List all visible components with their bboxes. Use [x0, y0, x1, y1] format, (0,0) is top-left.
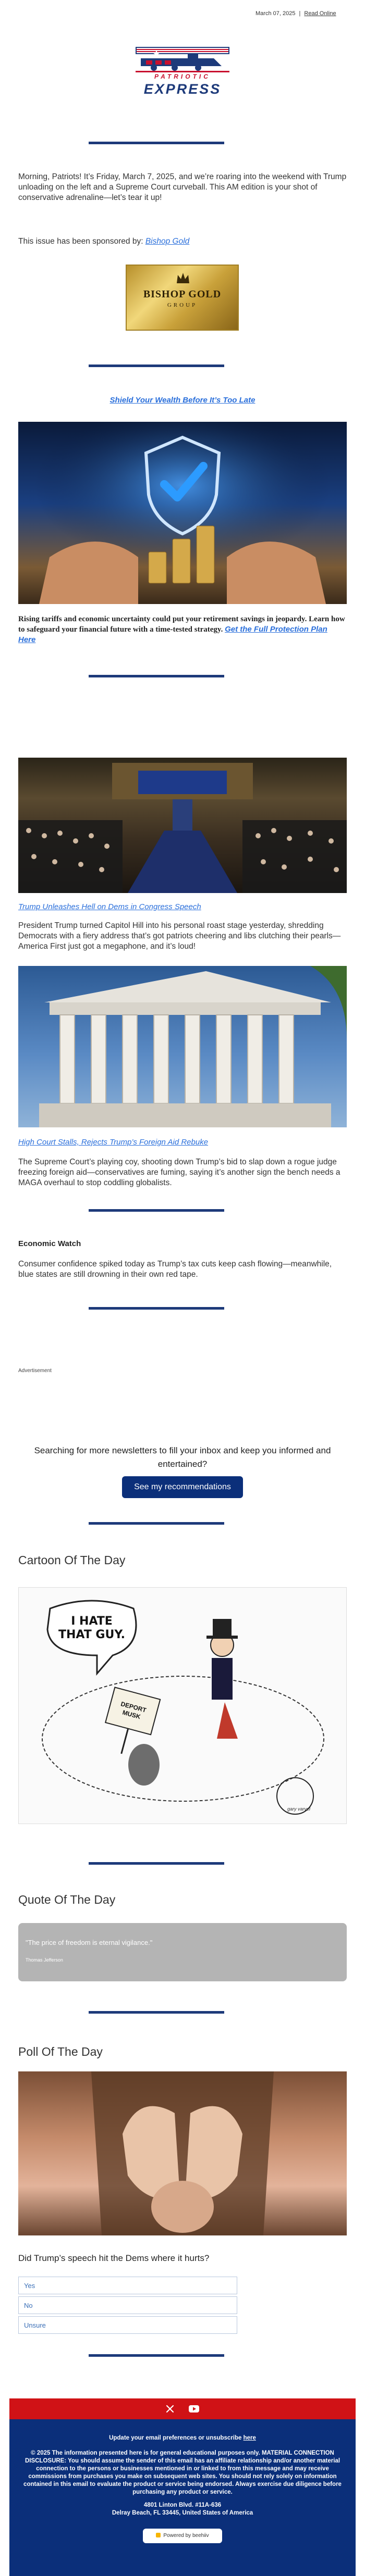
powered-by-button[interactable] — [143, 2529, 222, 2543]
section-divider — [89, 1209, 224, 1212]
section-divider — [89, 1307, 224, 1310]
sponsor-prefix: This issue has been sponsored by: — [18, 237, 145, 246]
poll-question: Did Trump’s speech hit the Dems where it hurts? — [18, 2253, 210, 2263]
economic-title: Economic Watch — [18, 1239, 81, 1248]
brand-name: EXPRESS — [143, 81, 222, 97]
footer-social-bar — [9, 2398, 356, 2419]
unsubscribe-link[interactable]: here — [243, 2435, 256, 2441]
section-divider — [89, 2011, 224, 2014]
sponsor-logo-sub: GROUP — [167, 302, 198, 308]
bishop-crown-icon — [175, 271, 191, 285]
header-separator: | — [299, 10, 301, 17]
section-divider — [89, 675, 224, 677]
footer — [9, 2398, 356, 2576]
cartoon-sign: DEPORT MUSK — [120, 1700, 148, 1721]
poll-title: Poll Of The Day — [18, 2045, 103, 2058]
footer-address-1: 4801 Linton Blvd. #11A-636 — [143, 2502, 222, 2508]
footer-legal: © 2025 The information presented here is for general educational purposes only. MATERIAL CONNECTION DISCLOSURE: You should assume the sender of this email has an affiliate relationship and/or another material connection to the persons or businesses mentioned in or linked to from this message and may receive commissions from purchases you make on subsequent web sites. You should not rely solely on information contained in this email to evaluate the product or service being endorsed. Always exercise due diligence before purchasing any product or service. — [23, 2450, 342, 2495]
beehiiv-logo-icon — [156, 2533, 161, 2537]
economic-body: Consumer confidence spiked today as Trump’s tax cuts keep cash flowing—meanwhile, blue states are still drowning in their own red tape. — [18, 1260, 332, 1279]
ad-body-text: Rising tariffs and economic uncertainty could put your retirement savings in jeopardy. Learn how to safeguard your financial future with a time-tested strategy. — [18, 615, 345, 634]
section-divider — [89, 2354, 224, 2357]
story2-image[interactable] — [18, 966, 347, 1127]
cartoon-title: Cartoon Of The Day — [18, 1553, 126, 1567]
intro-greeting: Morning, Patriots! It’s Friday, March 7, 2025, and we’re roaring into the weekend with Trump unloading on the left and a Supreme Court curveball. This AM edition is your shot of conservative adrenaline—let’s tear it up! — [18, 172, 347, 202]
poll-option-unsure[interactable]: Unsure — [18, 2316, 237, 2334]
issue-date: March 07, 2025 — [256, 10, 296, 17]
youtube-icon[interactable] — [189, 2405, 199, 2413]
sponsor-logo[interactable] — [126, 265, 239, 331]
sponsor-line — [18, 236, 347, 247]
section-divider — [89, 1522, 224, 1525]
quote-card — [18, 1923, 347, 1981]
read-online-link[interactable]: Read Online — [304, 10, 336, 17]
worried-woman-icon — [18, 2071, 347, 2235]
poll-option-no[interactable]: No — [18, 2296, 237, 2314]
brand-top: PATRIOTIC — [154, 73, 211, 80]
poll-image — [18, 2071, 347, 2235]
congress-speech-icon — [18, 758, 347, 893]
recommend-text: Searching for more newsletters to fill your inbox and keep you informed and entertained? — [34, 1446, 331, 1469]
quote-title: Quote Of The Day — [18, 1893, 116, 1906]
story1-body: President Trump turned Capitol Hill into his personal roast stage yesterday, shredding Democrats with a fiery address that’s got patriots cheering and libs clutching their pearls—America First just got a megaphone, and it’s loud! — [18, 921, 341, 951]
story1-image[interactable] — [18, 758, 347, 893]
ad-body — [18, 614, 347, 645]
advertisement-label: Advertisement — [18, 1368, 52, 1374]
section-divider — [89, 1862, 224, 1865]
footer-address-2: Delray Beach, FL 33445, United States of America — [112, 2510, 253, 2516]
cartoon-image[interactable] — [18, 1587, 347, 1824]
shield-savings-icon — [18, 422, 347, 604]
cartoon-speech-bubble: I HATE THAT GUY. — [58, 1615, 125, 1641]
footer-update-text: Update your email preferences or unsubscribe — [109, 2435, 244, 2441]
quote-text: "The price of freedom is eternal vigilance." — [26, 1939, 153, 1946]
footer-update-line — [20, 2434, 345, 2442]
story2-body: The Supreme Court’s playing coy, shooting down Trump’s bid to slap down a rogue judge freezing foreign aid—conservatives are fuming, saying it’s another sign the bench needs a MAGA overhaul to stop coddling globalists. — [18, 1158, 340, 1187]
sponsor-logo-name: BISHOP GOLD — [143, 288, 222, 300]
poll-option-yes[interactable]: Yes — [18, 2277, 237, 2294]
see-recommendations-button[interactable]: See my recommendations — [122, 1476, 243, 1498]
sponsor-link[interactable]: Bishop Gold — [145, 237, 190, 246]
ad-headline-link[interactable]: Shield Your Wealth Before It’s Too Late — [110, 396, 256, 405]
supreme-court-icon — [18, 966, 347, 1127]
section-divider — [89, 142, 224, 144]
ad-cta-link[interactable]: Get the Full Protection Plan Here — [18, 625, 327, 644]
header-meta — [256, 10, 336, 17]
quote-author: Thomas Jefferson — [26, 1957, 63, 1963]
section-divider — [89, 365, 224, 367]
x-twitter-icon[interactable] — [166, 2405, 174, 2413]
ad-image[interactable] — [18, 422, 347, 604]
cartoon-credit: gary varvel — [287, 1806, 311, 1812]
powered-by-text: Powered by beehiiv — [163, 2533, 209, 2539]
story1-headline-link[interactable]: Trump Unleashes Hell on Dems in Congress Speech — [18, 902, 201, 911]
story2-headline-link[interactable]: High Court Stalls, Rejects Trump’s Foreign Aid Rebuke — [18, 1138, 209, 1147]
